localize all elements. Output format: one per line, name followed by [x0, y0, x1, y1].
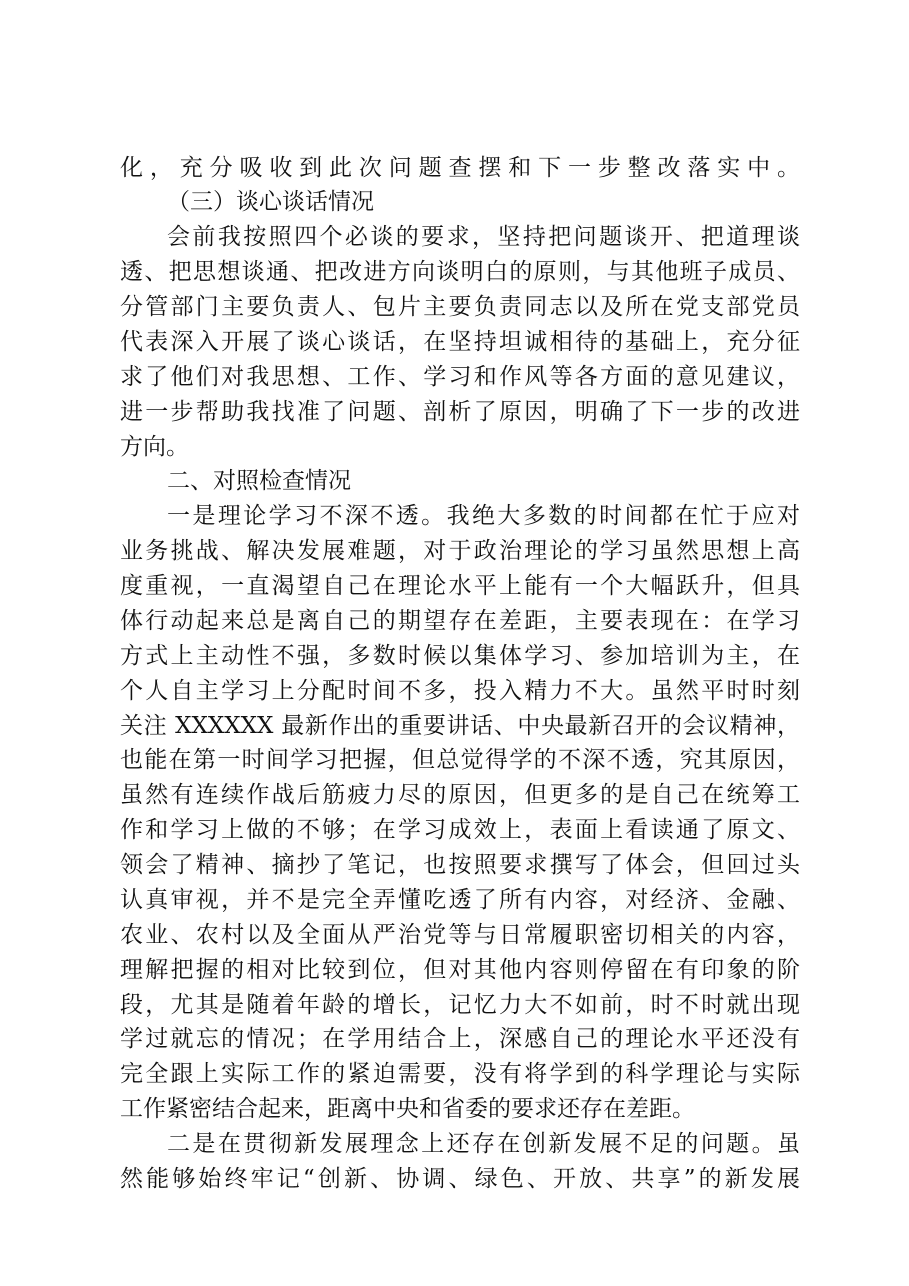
text-line: 段，尤其是随着年龄的增长，记忆力大不如前，时不时就出现 [120, 992, 800, 1018]
text-line: 作和学习上做的不够；在学习成效上，表面上看读通了原文、 [120, 817, 800, 843]
text-line: 关注 XXXXXX 最新作出的重要讲话、中央最新召开的会议精神， [120, 713, 800, 739]
section-heading: （三）谈心谈话情况 [167, 189, 374, 215]
text-line: 领会了精神、摘抄了笔记，也按照要求撰写了体会，但回过头 [120, 852, 800, 878]
text-line: 完全跟上实际工作的紧迫需要，没有将学到的科学理论与实际 [120, 1061, 800, 1087]
text-line: 会前我按照四个必谈的要求，坚持把问题谈开、把道理谈 [167, 224, 800, 250]
text-line: 分管部门主要负责人、包片主要负责同志以及所在党支部党员 [120, 294, 800, 320]
text-line: 也能在第一时间学习把握，但总觉得学的不深不透，究其原因， [120, 747, 800, 773]
text-line: 业务挑战、解决发展难题，对于政治理论的学习虽然思想上高 [120, 538, 800, 564]
text-line: 代表深入开展了谈心谈话，在坚持坦诚相待的基础上，充分征 [120, 329, 800, 355]
text-line: 理解把握的相对比较到位，但对其他内容则停留在有印象的阶 [120, 957, 800, 983]
text-line: 求了他们对我思想、工作、学习和作风等各方面的意见建议， [120, 364, 800, 390]
text-line: 化，充分吸收到此次问题查摆和下一步整改落实中。 [120, 155, 800, 181]
section-heading: 二、对照检查情况 [167, 468, 351, 494]
text-line: 度重视，一直渴望自己在理论水平上能有一个大幅跃升，但具 [120, 573, 800, 599]
text-line: 认真审视，并不是完全弄懂吃透了所有内容，对经济、金融、 [120, 887, 800, 913]
text-line: 透、把思想谈通、把改进方向谈明白的原则，与其他班子成员、 [120, 259, 800, 285]
text-line: 然能够始终牢记“创新、协调、绿色、开放、共享”的新发展 [120, 1166, 800, 1192]
text-line: 进一步帮助我找准了问题、剖析了原因，明确了下一步的改进 [120, 399, 800, 425]
text-line: 方向。 [120, 434, 189, 460]
text-line: 方式上主动性不强，多数时候以集体学习、参加培训为主，在 [120, 643, 800, 669]
text-line: 体行动起来总是离自己的期望存在差距，主要表现在：在学习 [120, 608, 800, 634]
text-line: 个人自主学习上分配时间不多，投入精力不大。虽然平时时刻 [120, 678, 800, 704]
text-line: 虽然有连续作战后筋疲力尽的原因，但更多的是自己在统筹工 [120, 782, 800, 808]
text-line: 工作紧密结合起来，距离中央和省委的要求还存在差距。 [120, 1096, 695, 1122]
text-line: 农业、农村以及全面从严治党等与日常履职密切相关的内容， [120, 922, 800, 948]
text-line: 学过就忘的情况；在学用结合上，深感自己的理论水平还没有 [120, 1026, 800, 1052]
text-line: 一是理论学习不深不透。我绝大多数的时间都在忙于应对 [167, 503, 800, 529]
text-line: 二是在贯彻新发展理念上还存在创新发展不足的问题。虽 [167, 1131, 800, 1157]
